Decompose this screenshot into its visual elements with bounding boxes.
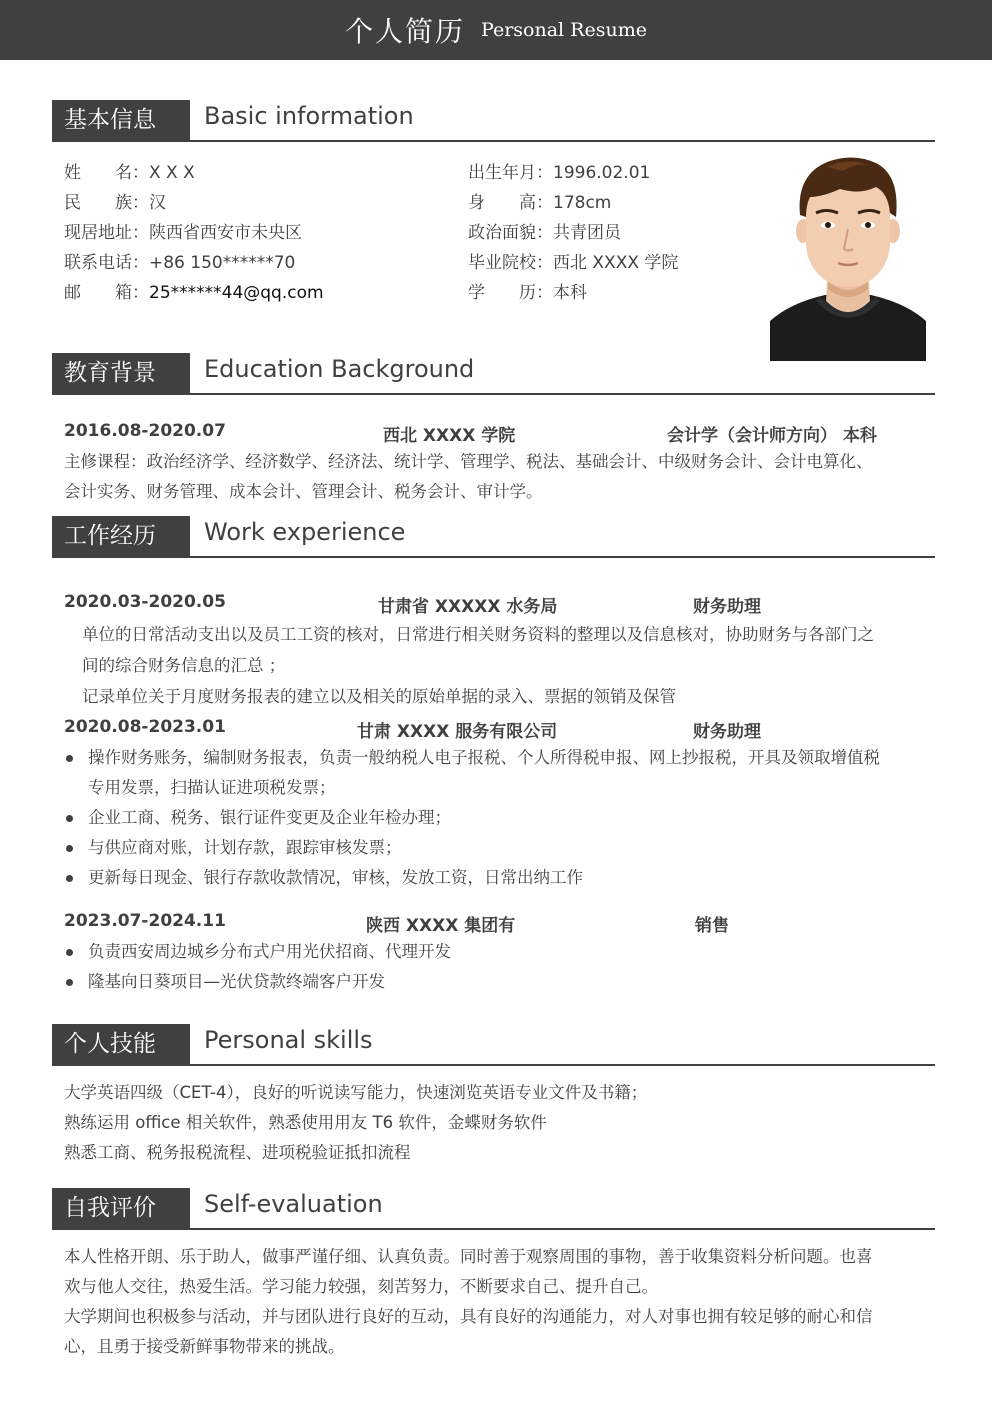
- field-label: 联系电话：: [64, 253, 149, 273]
- text-line: 大学期间也积极参与活动，并与团队进行良好的互动，具有良好的沟通能力，对人对事也拥有较足够的耐心和信: [64, 1307, 873, 1326]
- section-header: [52, 1024, 935, 1066]
- field-ethnicity: [64, 188, 166, 213]
- section-education: [52, 353, 935, 395]
- text-line: 主修课程：政治经济学、经济数学、经济法、统计学、管理学、税法、基础会计、中级财务会计、会计电算化、: [64, 452, 873, 471]
- job-role: 财务助理: [693, 597, 761, 617]
- job-company: 陕西 XXXX 集团有: [366, 916, 516, 936]
- field-email: [64, 278, 324, 303]
- job-role: 财务助理: [693, 722, 761, 742]
- list-item: 负责西安周边城乡分布式户用光伏招商、代理开发: [64, 937, 451, 967]
- field-value: 西北 XXXX 学院: [553, 253, 679, 273]
- list-item-continuation: 专用发票，扫描认证进项税发票；: [88, 778, 336, 797]
- section-title-en: Personal skills: [204, 1026, 373, 1054]
- text-line: 熟悉工商、税务报税流程、进项税验证抵扣流程: [64, 1143, 411, 1162]
- job-company: 甘肃 XXXX 服务有限公司: [357, 722, 558, 742]
- field-value: 178cm: [553, 193, 612, 213]
- section-title-en: Self-evaluation: [204, 1190, 383, 1218]
- section-title-cn: 工作经历: [52, 516, 190, 556]
- field-label: 现居地址：: [64, 223, 149, 243]
- field-height: [468, 188, 611, 213]
- page-header: [0, 0, 992, 60]
- job-period: 2020.03-2020.05: [64, 592, 226, 612]
- text-line: 间的综合财务信息的汇总 ；: [82, 656, 286, 675]
- section-header: [52, 353, 935, 395]
- job-role: 销售: [695, 916, 729, 936]
- text-line: 心，且勇于接受新鲜事物带来的挑战。: [64, 1337, 345, 1356]
- header-title-en: Personal Resume: [481, 19, 647, 41]
- list-item: 企业工商、税务、银行证件变更及企业年检办理；: [64, 803, 880, 833]
- field-value: 25******44@qq.com: [149, 283, 324, 303]
- section-title-en: Work experience: [204, 518, 406, 546]
- field-value: +86 150******70: [149, 253, 296, 273]
- header-title-cn: 个人简历: [345, 15, 466, 48]
- text-line: 本人性格开朗、乐于助人，做事严谨仔细、认真负责。同时善于观察周围的事物，善于收集资料分析问题。也喜: [64, 1247, 873, 1266]
- education-courses: [64, 447, 873, 507]
- text-line: 会计实务、财务管理、成本会计、管理会计、税务会计、审计学。: [64, 482, 543, 501]
- field-label: 邮 箱：: [64, 283, 149, 303]
- text-line: 熟练运用 office 相关软件，熟悉使用用友 T6 软件，金蝶财务软件: [64, 1113, 547, 1132]
- education-period: 2016.08-2020.07: [64, 421, 226, 441]
- field-value: 汉: [149, 193, 166, 213]
- field-degree: [468, 278, 587, 303]
- section-title-cn: 基本信息: [52, 100, 190, 140]
- job-period: 2023.07-2024.11: [64, 911, 226, 931]
- field-label: 学 历：: [468, 283, 553, 303]
- field-phone: [64, 248, 295, 273]
- field-political: [468, 218, 621, 243]
- section-title-en: Education Background: [204, 355, 475, 383]
- job-description: [82, 619, 874, 712]
- field-school: [468, 248, 678, 273]
- education-school: 西北 XXXX 学院: [383, 426, 516, 446]
- job-bullets: [64, 937, 451, 997]
- avatar-illustration: [770, 153, 926, 361]
- field-value: 本科: [553, 283, 587, 303]
- list-item: 与供应商对账，计划存款，跟踪审核发票；: [64, 833, 880, 863]
- section-work: [52, 516, 935, 558]
- list-item: 隆基向日葵项目—光伏贷款终端客户开发: [64, 967, 451, 997]
- job-period: 2020.08-2023.01: [64, 717, 226, 737]
- text-line: 记录单位关于月度财务报表的建立以及相关的原始单据的录入、票据的领销及保管: [82, 687, 676, 706]
- section-header: [52, 1188, 935, 1230]
- field-label: 民 族：: [64, 193, 149, 213]
- field-value: 共青团员: [553, 223, 621, 243]
- self-eval-text: [64, 1242, 873, 1362]
- job-company: 甘肃省 XXXXX 水务局: [378, 597, 558, 617]
- education-major: 会计学（会计师方向） 本科: [667, 426, 877, 446]
- text-line: 欢与他人交往，热爱生活。学习能力较强，刻苦努力，不断要求自己、提升自己。: [64, 1277, 658, 1296]
- text-line: 大学英语四级（CET-4），良好的听说读写能力，快速浏览英语专业文件及书籍；: [64, 1083, 648, 1102]
- section-header: [52, 100, 935, 142]
- text-line: 单位的日常活动支出以及员工工资的核对，日常进行相关财务资料的整理以及信息核对，协助财务与各部门之: [82, 625, 874, 644]
- section-title-cn: 自我评价: [52, 1188, 190, 1228]
- section-title-cn: 个人技能: [52, 1024, 190, 1064]
- field-value: X X X: [149, 163, 195, 183]
- section-title-en: Basic information: [204, 102, 414, 130]
- field-birth: [468, 158, 650, 183]
- field-value: 陕西省西安市未央区: [149, 223, 302, 243]
- section-basic-info: [52, 100, 935, 142]
- section-self-eval: [52, 1188, 935, 1230]
- field-label: 政治面貌：: [468, 223, 553, 243]
- job-bullets: [64, 743, 880, 893]
- field-label: 毕业院校：: [468, 253, 553, 273]
- list-item: 操作财务账务，编制财务报表，负责一般纳税人电子报税、个人所得税申报、网上抄报税，开具及领取增值税: [64, 743, 880, 773]
- profile-photo: [770, 153, 926, 361]
- section-header: [52, 516, 935, 558]
- field-name: [64, 158, 195, 183]
- section-skills: [52, 1024, 935, 1066]
- field-value: 1996.02.01: [553, 163, 651, 183]
- section-title-cn: 教育背景: [52, 353, 190, 393]
- field-address: [64, 218, 302, 243]
- field-label: 姓 名：: [64, 163, 149, 183]
- field-label: 身 高：: [468, 193, 553, 213]
- skills-list: [64, 1078, 647, 1168]
- list-item: 更新每日现金、银行存款收款情况，审核，发放工资，日常出纳工作: [64, 863, 880, 893]
- field-label: 出生年月：: [468, 163, 553, 183]
